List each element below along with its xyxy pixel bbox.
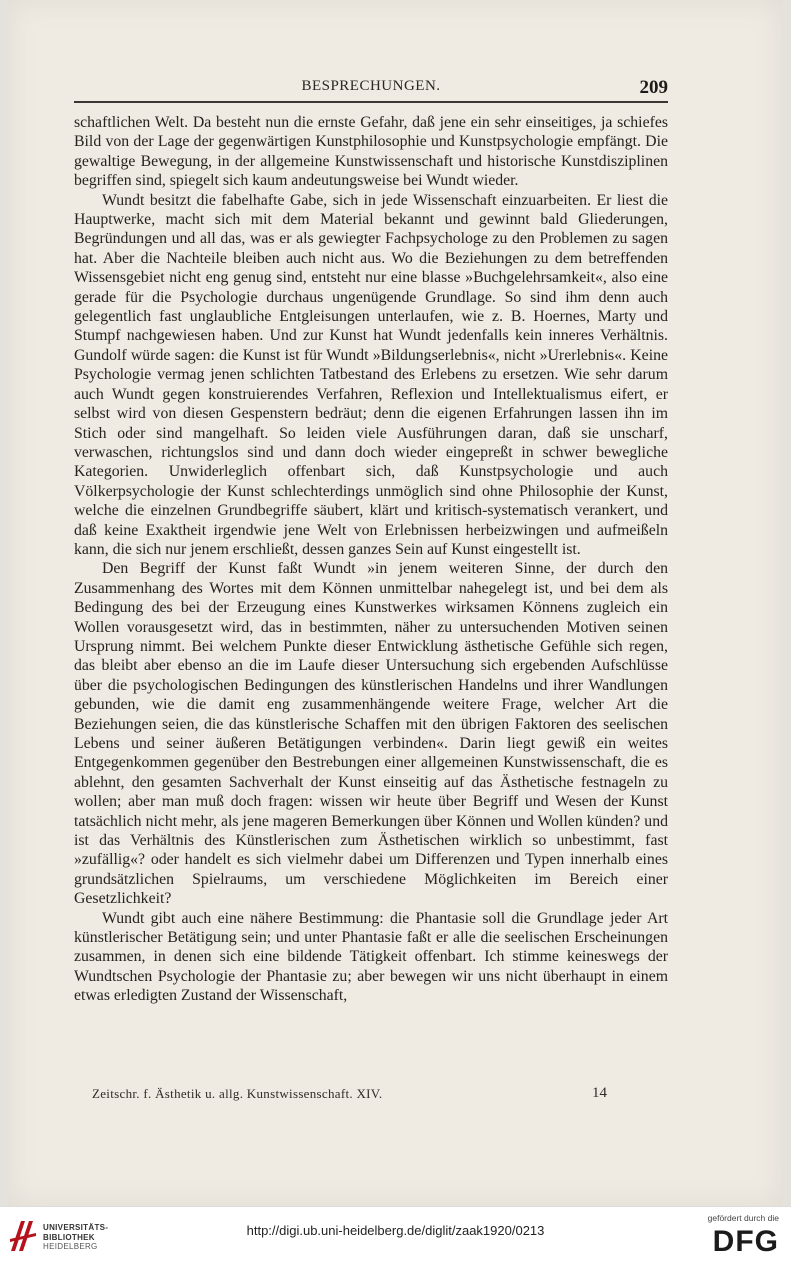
header-rule <box>74 101 668 103</box>
journal-line: Zeitschr. f. Ästhetik u. allg. Kunstwissenschaft. XIV. <box>92 1086 383 1101</box>
funder-mark: DFG <box>712 1225 779 1258</box>
permalink-url[interactable]: http://digi.ub.uni-heidelberg.de/diglit/zaak1920/0213 <box>246 1223 545 1238</box>
paragraph-4: Wundt gibt auch eine nähere Bestimmung: die Phantasie soll die Grundlage jeder Art künstlerischer Betätigung sein; und unter Phantasie faßt er alle die seelischen Erscheinungen zusammen, in denen sich eine bildende Tätigkeit offenbart. Ich stimme keineswegs der Wundtschen Psychologie der Phantasie zu; aber bewegen wir uns nicht überhaupt in einem etwas erledigten Zustand der Wissenschaft, <box>74 909 668 1005</box>
library-name-line-2: BIBLIOTHEK <box>43 1232 95 1242</box>
funding-note: gefördert durch die <box>707 1213 779 1223</box>
page-number: 209 <box>639 77 668 98</box>
paragraph-2: Wundt besitzt die fabelhafte Gabe, sich in jede Wissenschaft einzuarbeiten. Er liest die Hauptwerke, macht sich mit dem Material bekannt und gewinnt bald Gliederungen, Begründungen und all das, was er als gewiegter Fachpsychologe zu den Problemen zu sagen hat. Aber die Nachteile bleiben auch nicht aus. Wo die Beziehungen zu dem betreffenden Wissensgebiet nicht eng genug sind, entsteht nur eine blasse »Buchgelehrsamkeit«, also eine gerade für die Psychologie durchaus ungenügende Grundlage. So sind ihm denn auch gelegentlich fast unglaubliche Entgleisungen unterlaufen, wie z. B. Hoernes, Marty und Stumpf nachgewiesen haben. Und zur Kunst hat Wundt jedenfalls kein inneres Verhältnis. Gundolf würde sagen: die Kunst ist für Wundt »Bildungserlebnis«, nicht »Urerlebnis«. Keine Psychologie vermag jenen schlichten Tatbestand des Erlebens zu ersetzen. Wie sehr darum auch Wundt gegen konstruierendes Verfahren, Reflexion und Intellektualismus eifert, er selbst wird von diesen Gespenstern bedräut; denn die eigenen Erfahrungen lassen ihn im Stich oder sind mangelhaft. So leiden viele Ausführungen daran, daß sie unscharf, verwaschen, richtungslos sind und dann doch wieder eingepreßt in schwer bewegliche Kategorien. Unwiderleglich offenbart sich, daß Kunstpsychologie und auch Völkerpsychologie der Kunst schlechterdings unmöglich sind ohne Philosophie der Kunst, welche die einzelnen Grundbegriffe säubert, klärt und kritisch-systematisch verankert, und daß keine Exaktheit irgendwie jene Welt von Erlebnissen herbeizwingen und aufmeißeln kann, die sich nur jenem erschließt, dessen ganzes Sein auf Kunst eingestellt ist. <box>74 191 668 558</box>
viewer-footer-bar <box>0 1206 791 1265</box>
paragraph-3: Den Begriff der Kunst faßt Wundt »in jenem weiteren Sinne, der durch den Zusammenhang des Wortes mit dem Können unmittelbar nahegelegt ist, und bei dem als Bedingung des bei der Erzeugung eines Kunstwerkes wirksamen Könnens zugleich ein Wollen vorausgesetzt wird, das in bestimmten, näher zu untersuchenden Motiven seinen Ursprung nimmt. Bei welchem Punkte dieser Entwicklung ästhetische Gefühle sich regen, das bleibt aber ebenso an die im Laufe dieser Untersuchung sich ergebenden Aufschlüsse über die psychologischen Bedingungen des künstlerischen Handelns und ihrer Wandlungen gebunden, wie die damit eng zusammenhängende weitere Frage, welcher Art die Beziehungen seien, die das künstlerische Schaffen mit den übrigen Faktoren des seelischen Lebens und seiner äußeren Betätigungen verbinden«. Darin liegt gewiß ein weites Entgegenkommen gegenüber den Bestrebungen einer allgemeinen Kunstwissenschaft, die es ablehnt, den gesamten Sachverhalt der Kunst einseitig auf das Ästhetische festnageln zu wollen; aber man muß doch fragen: wissen wir heute über Begriff und Wesen der Kunst tatsächlich nicht mehr, als jene mageren Bemerkungen über Können und Wollen künden? und ist das Verhältnis des Künstlerischen zum Ästhetischen wirklich so unbestimmt, fast »zufällig«? oder handelt es sich vielmehr dabei um Differenzen und Typen innerhalb eines grundsätzlichen Spielraums, um verschiedene Möglichkeiten im Bereich einer Gesetzlichkeit? <box>74 560 668 908</box>
dfg-logo[interactable] <box>699 1213 779 1259</box>
library-name-line-1: UNIVERSITÄTS- <box>43 1223 109 1232</box>
paragraph-1: schaftlichen Welt. Da besteht nun die ernste Gefahr, daß jene ein sehr einseitiges, ja schiefes Bild von der Lage der gegenwärtigen Kunstphilosophie und Kunstpsychologie empfängt. Die gewaltige Bewegung, in der allgemeine Kunstwissenschaft und historische Kunstdisziplinen begriffen sind, spiegelt sich kaum andeutungsweise bei Wundt wieder. <box>74 114 668 190</box>
sheet-signature: 14 <box>592 1085 607 1101</box>
running-head-title: BESPRECHUNGEN. <box>301 78 441 94</box>
library-name-line-3: HEIDELBERG <box>43 1242 98 1251</box>
body-text <box>74 113 668 1006</box>
